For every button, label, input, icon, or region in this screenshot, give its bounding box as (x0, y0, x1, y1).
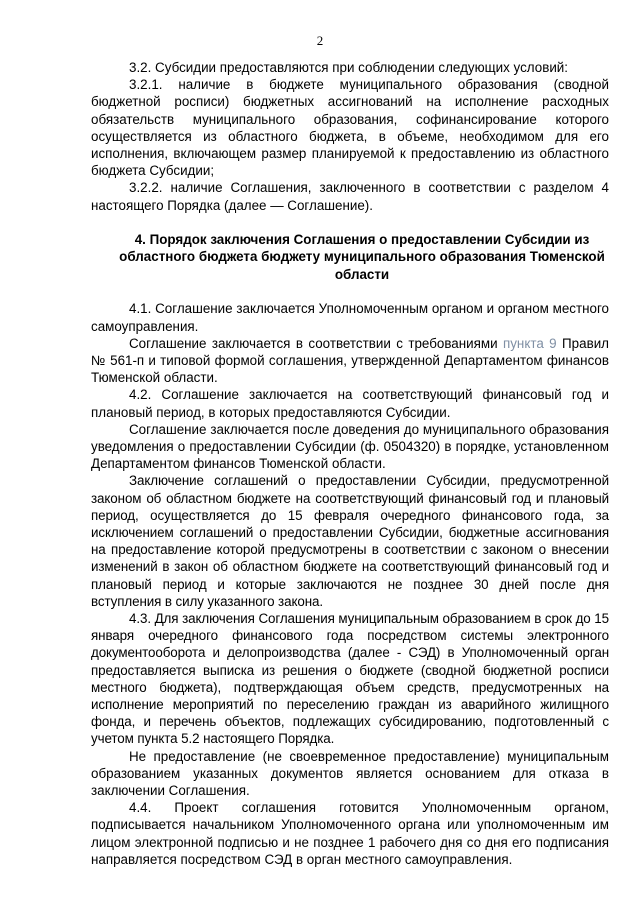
section-4-heading: 4. Порядок заключения Соглашения о предоставлении Субсидии из областного бюджета бюджету муниципального образования Тюменской области (119, 231, 605, 282)
document-body (91, 59, 609, 868)
agreement-text-before: Соглашение заключается в соответствии с требованиями (129, 335, 503, 351)
paragraph-4-2: 4.2. Соглашение заключается на соответствующий финансовый год и плановый период, в которых предоставляются Субсидии. (91, 387, 609, 420)
paragraph-3-2-2: 3.2.2. наличие Соглашения, заключенного в соответствии с разделом 4 настоящего Порядка (далее — Соглашение). (91, 180, 609, 213)
page-number: 2 (316, 33, 324, 48)
paragraph-4-3: 4.3. Для заключения Соглашения муниципальным образованием в срок до 15 января очередного финансового года посредством системы электронного документооборота и делопроизводства (далее - СЭД) в Уполномоченный орган предоставляется выписка из решения о бюджете (сводной бюджетной росписи местного бюджета), подтверждающая объем средств, предусмотренных на исполнение мероприятий по переселению граждан из аварийного жилищного фонда, и перечень объектов, подлежащих субсидированию, подготовленный с учетом пункта 5.2 настоящего Порядка. (91, 610, 609, 747)
paragraph-4-4: 4.4. Проект соглашения готовится Уполномоченным органом, подписывается начальником Уполномоченного органа или уполномоченным им лицом электронной подписью и не позднее 1 рабочего дня со дня его подписания направляется посредством СЭД в орган местного самоуправления. (91, 800, 609, 867)
paragraph-agreement-requirements (91, 335, 609, 387)
paragraph-4-1: 4.1. Соглашение заключается Уполномоченным органом и органом местного самоуправления. (91, 301, 609, 334)
paragraph-3-2: 3.2. Субсидии предоставляются при соблюдении следующих условий: (129, 60, 568, 75)
paragraph-refusal: Не предоставление (не своевременное предоставление) муниципальным образованием указанных документов является основанием для отказа в заключении Соглашения. (91, 748, 609, 799)
agreement-text-after: Правил № 561-п и типовой формой соглашения, утвержденной Департаментом финансов Тюменской области. (91, 335, 609, 386)
paragraph-3-2-1: 3.2.1. наличие в бюджете муниципального образования (сводной бюджетной росписи) бюджетных ассигнований на исполнение расходных обязательств муниципального образования, софинансирование которого осуществляется из областного бюджета, в объеме, необходимом для его исполнения, включающем размер планируемой к предоставлению из областного бюджета Субсидии; (91, 77, 609, 179)
paragraph-agreement-deadline: Заключение соглашений о предоставлении Субсидии, предусмотренной законом об областном бюджете на соответствующий финансовый год и плановый период, осуществляется до 15 февраля очередного финансового года, за исключением соглашений о предоставлении Субсидии, бюджетные ассигнования на предоставление которой предусмотрены в соответствии с законом о внесении изменений в закон об областном бюджете на соответствующий финансовый год и плановый период и которые заключаются не позднее 30 дней после дня вступления в силу указанного закона. (91, 473, 609, 609)
clause-9-link[interactable]: пункта 9 (502, 335, 557, 351)
paragraph-agreement-timing: Соглашение заключается после доведения до муниципального образования уведомления о предоставлении Субсидии (ф. 0504320) в порядке, установленном Департаментом финансов Тюменской области. (91, 421, 609, 472)
